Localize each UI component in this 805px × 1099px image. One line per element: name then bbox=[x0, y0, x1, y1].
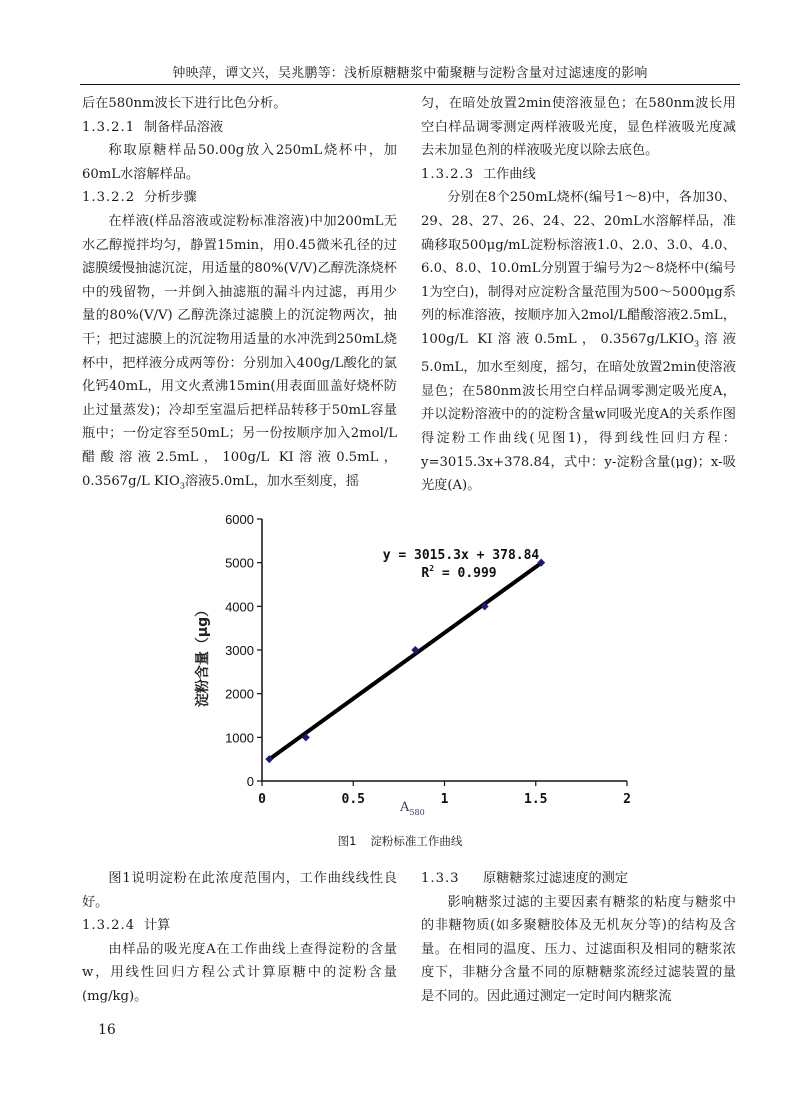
svg-text:6000: 6000 bbox=[225, 512, 254, 527]
starch-calibration-chart bbox=[180, 505, 640, 825]
svg-text:2: 2 bbox=[623, 792, 631, 807]
svg-text:5000: 5000 bbox=[225, 555, 254, 571]
regression-equation: y = 3015.3x + 378.84 bbox=[382, 548, 540, 563]
paragraph: 匀，在暗处放置2min使溶液显色；在580nm波长用空白样品调零测定两样液吸光度，显色样液吸光度减去未加显色剂的样液吸光度以除去底色。 bbox=[421, 96, 736, 159]
paragraph bbox=[82, 210, 397, 498]
right-column-top bbox=[421, 92, 736, 498]
figure-1-chart bbox=[180, 505, 640, 825]
section-heading-1-3-2-2 bbox=[82, 186, 397, 210]
section-heading-1-3-2-3 bbox=[421, 163, 736, 187]
section-number: 1.3.3 bbox=[421, 871, 460, 886]
right-column-bottom bbox=[421, 867, 736, 1009]
svg-text:1: 1 bbox=[440, 792, 449, 807]
paragraph: 称取原糖样品50.00g放入250mL烧杯中，加60mL水溶解样品。 bbox=[82, 143, 397, 182]
text-run: 溶液5.0mL，加水至刻度，摇 bbox=[184, 473, 360, 489]
section-number: 1.3.2.2 bbox=[82, 190, 136, 206]
svg-text:1000: 1000 bbox=[225, 730, 254, 746]
left-column-bottom bbox=[82, 867, 397, 1009]
svg-text:0: 0 bbox=[258, 792, 266, 807]
y-axis-label: 淀粉含量（μg） bbox=[195, 602, 211, 708]
section-heading-1-3-3 bbox=[421, 867, 736, 891]
left-column-top bbox=[82, 92, 397, 498]
svg-text:3000: 3000 bbox=[225, 643, 254, 658]
section-title: 原糖糖浆过滤速度的测定 bbox=[483, 871, 629, 886]
figure-number: 图1 bbox=[337, 834, 357, 848]
svg-text:4000: 4000 bbox=[225, 599, 254, 615]
section-heading-1-3-2-4 bbox=[82, 914, 397, 938]
text-run: 在样液(样品溶液或淀粉标准溶液)中加200mL无水乙醇搅拌均匀，静置15min，用0.45微米孔径的过滤膜缓慢抽滤沉淀，用适量的80%(V/V)乙醇洗涤烧杯中的残留物，一并倒入抽滤瓶的漏斗内过滤，再用少量的80%(V/V) 乙醇洗涤过滤膜上的沉淀物两次，抽干；把过滤膜上的沉淀物用适量的水冲洗到250mL烧杯中，把样液分成两等份：分别加入400g/L酸化的氯化钙40mL，用文火煮沸15min(用表面皿盖好烧杯防止过量蒸发)；冷却至室温后把样品转移于50mL容量瓶中；一份定容至50mL；另一份按顺序加入2mol/L醋酸溶液2.5mL，100g/L KI溶液0.5mL，0.3567g/L KIO bbox=[82, 213, 397, 489]
svg-text:0: 0 bbox=[246, 774, 254, 789]
paragraph: 图1说明淀粉在此浓度范围内，工作曲线线性良好。 bbox=[82, 871, 397, 910]
paragraph: 由样品的吸光度A在工作曲线上查得淀粉的含量w，用线性回归方程公式计算原糖中的淀粉含量(mg/kg)。 bbox=[82, 941, 397, 1004]
figure-caption bbox=[250, 833, 550, 849]
section-number: 1.3.2.3 bbox=[421, 166, 475, 182]
trendline bbox=[269, 563, 541, 759]
section-title: 制备样品溶液 bbox=[144, 119, 224, 135]
subscript: 3 bbox=[179, 481, 185, 491]
svg-text:0.5: 0.5 bbox=[341, 792, 365, 807]
text-run: 分别在8个250mL烧杯(编号1～8)中，各加30、29、28、27、26、24、22、20mL水溶解样品，准确移取500μg/mL淀粉标溶液1.0、2.0、3.0、4.0、6.0、8.0、10.0mL分别置于编号为2～8烧杯中(编号1为空白)，制得对应淀粉含量范围为500～5000μg系列的标准溶液，按顺序加入2mol/L醋酸溶液2.5mL，100g/L KI溶液0.5mL，0.3567g/LKIO bbox=[421, 190, 736, 347]
section-title: 工作曲线 bbox=[483, 166, 536, 182]
figure-caption-text: 淀粉标准工作曲线 bbox=[370, 834, 463, 848]
page-number: 16 bbox=[98, 1022, 116, 1038]
x-axis-label: $A_{580}$ bbox=[400, 800, 425, 817]
paragraph: 后在580nm波长下进行比色分析。 bbox=[82, 96, 287, 111]
section-title: 分析步骤 bbox=[144, 190, 197, 206]
section-title: 计算 bbox=[144, 918, 171, 934]
section-number: 1.3.2.1 bbox=[82, 119, 136, 135]
r-squared-label: $R^2 = 0.999$ bbox=[421, 564, 497, 581]
svg-text:2000: 2000 bbox=[225, 686, 254, 702]
subscript: 3 bbox=[694, 339, 700, 349]
header-rule bbox=[80, 84, 740, 85]
section-number: 1.3.2.4 bbox=[82, 918, 136, 934]
svg-text:1.5: 1.5 bbox=[524, 792, 548, 807]
text-run: 溶液5.0mL，加水至刻度，摇匀，在暗处放置2min使溶液显色；在580nm波长用空白样品调零测定吸光度A，并以淀粉溶液中的的淀粉含量w同吸光度A的关系作图得淀粉工作曲线(见图1)，得到线性回归方程：y=3015.3x+378.84，式中：y-淀粉含量(μg)；x-吸光度(A)。 bbox=[421, 331, 736, 494]
paragraph: 影响糖浆过滤的主要因素有糖浆的粘度与糖浆中的非糖物质(如多聚糖胶体及无机灰分等)的结构及含量。在相同的温度、压力、过滤面积及相同的糖浆浓度下，非糖分含量不同的原糖糖浆流经过滤装置的量是不同的。因此通过测定一定时间内糖浆流 bbox=[421, 894, 736, 1004]
paragraph bbox=[421, 186, 736, 497]
section-heading-1-3-2-1 bbox=[82, 116, 397, 140]
running-header: 钟映萍，谭文兴，吴兆鹏等：浅析原糖糖浆中葡聚糖与淀粉含量对过滤速度的影响 bbox=[172, 66, 648, 81]
